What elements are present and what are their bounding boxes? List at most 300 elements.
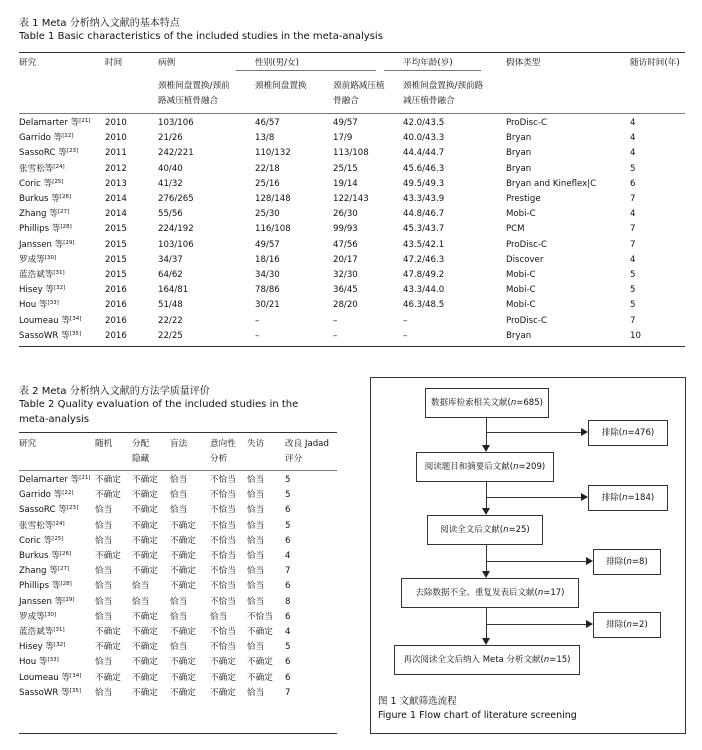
cell-sex2: 26/30: [333, 209, 358, 220]
cell-study: SassoWR 等[35]: [19, 687, 82, 698]
flow-arrow-right-1: [581, 428, 588, 436]
t2-header-jadad2: 评分: [285, 454, 303, 464]
cell-sex1: 116/108: [255, 224, 291, 235]
cell-year: 2013: [105, 178, 127, 189]
cell-study: Hou 等[33]: [19, 657, 59, 668]
cell-age: 43.5/42.1: [403, 239, 445, 250]
cell-cases: 41/32: [158, 178, 183, 189]
cell-random: 不确定: [95, 642, 121, 653]
cell-itt: 不确定: [210, 672, 236, 683]
cell-random: 不确定: [95, 627, 121, 638]
cell-itt: 不恰当: [210, 520, 236, 531]
cell-year: 2016: [105, 285, 127, 296]
cell-loss: 恰当: [247, 642, 265, 653]
table-row: [19, 549, 321, 564]
cell-age: 45.6/46.3: [403, 163, 445, 174]
flow-arrow-down-4: [482, 638, 490, 645]
cell-cases: 34/37: [158, 254, 183, 265]
cell-fu: 5: [630, 270, 636, 281]
cell-pros: Discover: [506, 254, 544, 265]
cell-pros: Mobi-C: [506, 209, 536, 220]
cell-pros: Bryan: [506, 330, 532, 341]
table-row: [19, 610, 321, 625]
cell-pros: ProDisc-C: [506, 315, 547, 326]
cell-study: SassoWR 等[35]: [19, 330, 82, 341]
cell-itt: 不确定: [210, 687, 236, 698]
cell-alloc: 不确定: [132, 657, 158, 668]
cell-random: 不确定: [95, 490, 121, 501]
table2-body: [19, 473, 321, 701]
cell-alloc: 恰当: [132, 581, 150, 592]
cell-alloc: 不确定: [132, 520, 158, 531]
cell-year: 2014: [105, 209, 127, 220]
cell-score: 8: [285, 596, 291, 607]
cell-random: 恰当: [95, 520, 113, 531]
cell-loss: 不恰当: [247, 611, 273, 622]
cell-blind: 恰当: [170, 642, 188, 653]
header-study: 研究: [19, 58, 37, 68]
age-sub-rule: [384, 70, 481, 71]
table-row: [19, 222, 690, 237]
table-row: [19, 640, 321, 655]
cell-sex1: 128/148: [255, 194, 291, 205]
cell-alloc: 不确定: [132, 642, 158, 653]
cell-fu: 4: [630, 118, 636, 128]
cell-year: 2016: [105, 300, 127, 311]
cell-blind: 不确定: [170, 627, 196, 638]
table-row: [19, 686, 321, 701]
cell-cases: 103/106: [158, 239, 194, 250]
cell-study: Garrido 等[22]: [19, 133, 74, 144]
cell-age: 47.8/49.2: [403, 270, 445, 281]
cell-pros: Bryan and Kineflex|C: [506, 178, 597, 189]
cell-age: 40.0/43.3: [403, 133, 445, 144]
cell-fu: 7: [630, 239, 636, 250]
cell-study: Coric 等[25]: [19, 178, 64, 189]
cell-random: 恰当: [95, 596, 113, 607]
cell-loss: 恰当: [247, 505, 265, 516]
cell-study: Hisey 等[32]: [19, 285, 66, 296]
cell-age: 49.5/49.3: [403, 178, 445, 189]
cell-blind: 不确定: [170, 551, 196, 562]
sex-sub-rule: [236, 70, 376, 71]
cell-random: 不确定: [95, 475, 121, 485]
cell-alloc: 不确定: [132, 687, 158, 698]
table1-header-rule: [19, 113, 685, 114]
cell-sex2: 25/15: [333, 163, 358, 174]
table1-title-cn: 表 1 Meta 分析纳入文献的基本特点: [19, 18, 180, 29]
cell-sex2: 19/14: [333, 178, 358, 189]
cell-loss: 恰当: [247, 581, 265, 592]
table-row: [19, 314, 690, 329]
cell-year: 2015: [105, 270, 127, 281]
table-row: [19, 671, 321, 686]
cell-pros: Bryan: [506, 148, 532, 159]
cell-score: 7: [285, 687, 291, 698]
flow-box-abstract: 阅读题目和摘要后文献(n=209): [416, 452, 554, 482]
flow-line-h1: [486, 432, 581, 433]
cell-alloc: 不确定: [132, 505, 158, 516]
cell-alloc: 不确定: [132, 551, 158, 562]
table-row: [19, 146, 690, 161]
cell-year: 2016: [105, 330, 127, 341]
cell-loss: 恰当: [247, 566, 265, 577]
table1-title-en: Table 1 Basic characteristics of the included studies in the meta-analysis: [19, 31, 383, 42]
cell-loss: 恰当: [247, 687, 265, 698]
cell-score: 6: [285, 657, 291, 668]
cell-pros: ProDisc-C: [506, 239, 547, 250]
cell-sex2: 49/57: [333, 118, 358, 128]
cell-age: –: [403, 330, 408, 341]
flow-line-v2: [486, 481, 487, 508]
cell-itt: 不恰当: [210, 566, 236, 577]
cell-study: Janssen 等[29]: [19, 596, 75, 607]
cell-loss: 恰当: [247, 490, 265, 501]
table1-bottom-rule: [19, 346, 685, 347]
flow-arrow-down-2: [482, 508, 490, 515]
cell-fu: 5: [630, 163, 636, 174]
sex-sub-acdf-1: 颈前路减压植: [333, 81, 385, 91]
cell-study: Zhang 等[27]: [19, 209, 70, 220]
flow-arrow-right-2: [581, 493, 588, 501]
flow-exclude-3: 排除(n=8): [593, 549, 661, 575]
cell-loss: 不确定: [247, 657, 273, 668]
cell-year: 2014: [105, 194, 127, 205]
cell-study: Phillips 等[28]: [19, 581, 72, 592]
table1-body: [19, 116, 690, 344]
age-sub-2: 减压植骨融合: [403, 96, 455, 106]
cell-cases: 103/106: [158, 118, 194, 128]
cell-age: 44.4/44.7: [403, 148, 445, 159]
table-row: [19, 473, 321, 488]
cell-score: 6: [285, 672, 291, 683]
figure1-caption-en: Figure 1 Flow chart of literature screening: [378, 710, 577, 721]
cell-study: Janssen 等[29]: [19, 239, 75, 250]
flow-box-final: 再次阅读全文后纳入 Meta 分析文献(n=15): [394, 645, 580, 675]
cell-year: 2011: [105, 148, 127, 159]
header-prosthesis: 假体类型: [506, 58, 541, 68]
cell-random: 恰当: [95, 566, 113, 577]
cell-cases: 276/265: [158, 194, 194, 205]
cell-year: 2010: [105, 133, 127, 144]
flow-line-v3: [486, 544, 487, 571]
cases-sub-1: 颈椎间盘置换/颈前: [158, 81, 230, 91]
cell-score: 6: [285, 611, 291, 622]
t2-header-itt: 意向性: [210, 439, 236, 449]
table-row: [19, 177, 690, 192]
cell-pros: Mobi-C: [506, 285, 536, 296]
cell-cases: 64/62: [158, 270, 183, 281]
cell-itt: 不恰当: [210, 642, 236, 653]
flow-exclude-4: 排除(n=2): [593, 612, 661, 638]
table-row: [19, 488, 321, 503]
sex-sub-acdf-2: 骨融合: [333, 96, 359, 106]
cell-fu: 7: [630, 224, 636, 235]
cell-score: 5: [285, 520, 291, 531]
cell-blind: 恰当: [170, 475, 188, 485]
cell-fu: 5: [630, 285, 636, 296]
cell-random: 恰当: [95, 611, 113, 622]
cell-random: 不确定: [95, 672, 121, 683]
cell-score: 4: [285, 551, 291, 562]
cell-sex1: 25/16: [255, 178, 280, 189]
cell-cases: 51/48: [158, 300, 183, 311]
table-row: [19, 655, 321, 670]
cell-cases: 40/40: [158, 163, 183, 174]
t2-header-loss: 失访: [247, 439, 265, 449]
table2-header-rule: [19, 470, 337, 471]
cell-fu: 7: [630, 315, 636, 326]
header-cases: 病例: [158, 58, 176, 68]
flow-line-v4: [486, 607, 487, 638]
table1-top-rule: [19, 52, 685, 53]
table-row: [19, 192, 690, 207]
table-row: [19, 534, 321, 549]
cell-sex2: 99/93: [333, 224, 358, 235]
cell-study: Garrido 等[22]: [19, 490, 74, 501]
cell-loss: 恰当: [247, 596, 265, 607]
t2-header-itt2: 分析: [210, 454, 228, 464]
cell-fu: 6: [630, 178, 636, 189]
cell-score: 5: [285, 490, 291, 501]
cell-alloc: 不确定: [132, 611, 158, 622]
cell-score: 4: [285, 627, 291, 638]
cell-pros: PCM: [506, 224, 525, 235]
table-row: [19, 625, 321, 640]
cell-blind: 不确定: [170, 566, 196, 577]
flow-arrow-down-3: [482, 571, 490, 578]
flow-line-v1: [486, 417, 487, 445]
cell-sex1: 13/8: [255, 133, 275, 144]
cell-itt: 不恰当: [210, 627, 236, 638]
flow-line-h3: [486, 561, 586, 562]
cell-score: 6: [285, 535, 291, 546]
cell-study: 蓝浩斌等[31]: [19, 270, 65, 281]
cell-sex1: –: [255, 330, 260, 341]
cell-pros: Bryan: [506, 133, 532, 144]
table-row: [19, 253, 690, 268]
cell-pros: Bryan: [506, 163, 532, 174]
cell-sex1: 18/16: [255, 254, 280, 265]
cell-blind: 不确定: [170, 672, 196, 683]
cell-study: Zhang 等[27]: [19, 566, 70, 577]
cell-study: Coric 等[25]: [19, 535, 64, 546]
cell-itt: 不恰当: [210, 475, 236, 485]
cell-study: Phillips 等[28]: [19, 224, 72, 235]
cell-cases: 22/22: [158, 315, 183, 326]
cell-age: –: [403, 315, 408, 326]
cell-cases: 55/56: [158, 209, 183, 220]
flow-box-search: 数据库检索相关文献(n=685): [425, 388, 549, 418]
flow-line-h4: [486, 624, 586, 625]
cell-cases: 21/26: [158, 133, 183, 144]
cell-study: Burkus 等[26]: [19, 551, 72, 562]
cell-year: 2010: [105, 118, 127, 128]
cell-fu: 4: [630, 133, 636, 144]
age-sub-1: 颈椎间盘置换/颈前路: [403, 81, 484, 91]
cell-loss: 不确定: [247, 627, 273, 638]
table-row: [19, 329, 690, 344]
cell-age: 43.3/43.9: [403, 194, 445, 205]
header-sex: 性别(男/女): [255, 58, 299, 68]
cell-cases: 242/221: [158, 148, 194, 159]
table-row: [19, 503, 321, 518]
t2-header-study: 研究: [19, 439, 37, 449]
cell-fu: 7: [630, 194, 636, 205]
cell-study: 张雪松等[24]: [19, 163, 65, 174]
cell-random: 恰当: [95, 581, 113, 592]
flow-exclude-2: 排除(n=184): [588, 485, 668, 511]
cell-study: Hou 等[33]: [19, 300, 59, 311]
cell-cases: 164/81: [158, 285, 189, 296]
cell-blind: 不确定: [170, 520, 196, 531]
cell-itt: 不确定: [210, 657, 236, 668]
cell-score: 6: [285, 581, 291, 592]
cell-year: 2015: [105, 239, 127, 250]
flow-line-h2: [486, 497, 581, 498]
cell-sex1: 49/57: [255, 239, 280, 250]
table-row: [19, 595, 321, 610]
cell-alloc: 不确定: [132, 566, 158, 577]
cell-score: 5: [285, 642, 291, 653]
cell-year: 2016: [105, 315, 127, 326]
table-row: [19, 283, 690, 298]
cell-blind: 恰当: [170, 596, 188, 607]
sex-sub-cdr: 颈椎间盘置换: [255, 81, 307, 91]
cell-pros: Prestige: [506, 194, 541, 205]
cell-study: Delamarter 等[21]: [19, 475, 91, 485]
cell-blind: 不确定: [170, 535, 196, 546]
cell-sex2: 122/143: [333, 194, 369, 205]
figure1-caption-cn: 图 1 文献筛选流程: [378, 696, 457, 707]
cell-score: 7: [285, 566, 291, 577]
table-row: [19, 268, 690, 283]
cell-random: 恰当: [95, 657, 113, 668]
cell-fu: 4: [630, 148, 636, 159]
cell-loss: 恰当: [247, 551, 265, 562]
cell-blind: 不确定: [170, 657, 196, 668]
table-row: [19, 579, 321, 594]
table-row: [19, 238, 690, 253]
cell-random: 恰当: [95, 535, 113, 546]
cell-cases: 224/192: [158, 224, 194, 235]
cell-study: Delamarter 等[21]: [19, 118, 91, 128]
table-row: [19, 564, 321, 579]
header-age: 平均年龄(岁): [403, 58, 453, 68]
table2-title-cn: 表 2 Meta 分析纳入文献的方法学质量评价: [19, 386, 210, 397]
cell-sex1: 34/30: [255, 270, 280, 281]
cell-blind: 恰当: [170, 611, 188, 622]
t2-header-blind: 盲法: [170, 439, 188, 449]
cell-sex1: –: [255, 315, 260, 326]
cell-pros: Mobi-C: [506, 300, 536, 311]
cell-alloc: 不确定: [132, 672, 158, 683]
cell-sex2: 32/30: [333, 270, 358, 281]
cell-age: 47.2/46.3: [403, 254, 445, 265]
cell-itt: 不恰当: [210, 505, 236, 516]
cell-score: 5: [285, 475, 291, 485]
cell-sex2: 17/9: [333, 133, 353, 144]
cell-fu: 5: [630, 300, 636, 311]
cell-age: 42.0/43.5: [403, 118, 445, 128]
table2-bottom-rule: [19, 733, 337, 734]
cell-sex2: 36/45: [333, 285, 358, 296]
cell-random: 恰当: [95, 687, 113, 698]
cell-score: 6: [285, 505, 291, 516]
cell-study: SassoRC 等[23]: [19, 148, 79, 159]
cell-study: Burkus 等[26]: [19, 194, 72, 205]
cell-loss: 不确定: [247, 672, 273, 683]
cell-alloc: 恰当: [132, 596, 150, 607]
t2-header-alloc: 分配: [132, 439, 150, 449]
cell-sex2: 47/56: [333, 239, 358, 250]
cell-blind: 恰当: [170, 490, 188, 501]
cell-random: 不确定: [95, 551, 121, 562]
cell-loss: 恰当: [247, 475, 265, 485]
cell-age: 46.3/48.5: [403, 300, 445, 311]
cell-sex1: 46/57: [255, 118, 280, 128]
cell-study: Loumeau 等[34]: [19, 315, 82, 326]
cell-alloc: 不确定: [132, 475, 158, 485]
flow-arrow-down-1: [482, 445, 490, 452]
header-year: 时间: [105, 58, 123, 68]
table2-title-en2: meta-analysis: [19, 414, 90, 425]
cell-sex1: 110/132: [255, 148, 291, 159]
cell-sex2: 113/108: [333, 148, 369, 159]
cell-age: 44.8/46.7: [403, 209, 445, 220]
cell-itt: 恰当: [210, 611, 228, 622]
table-row: [19, 207, 690, 222]
cell-sex2: 28/20: [333, 300, 358, 311]
cell-blind: 不确定: [170, 581, 196, 592]
cell-sex2: –: [333, 330, 338, 341]
cell-fu: 4: [630, 254, 636, 265]
table-row: [19, 162, 690, 177]
cell-pros: ProDisc-C: [506, 118, 547, 128]
cell-alloc: 不确定: [132, 627, 158, 638]
header-followup: 随访时间(年): [630, 58, 680, 68]
cell-itt: 不恰当: [210, 490, 236, 501]
cell-random: 恰当: [95, 505, 113, 516]
cell-study: 蓝浩斌等[31]: [19, 627, 65, 638]
cell-itt: 不恰当: [210, 581, 236, 592]
cell-sex2: 20/17: [333, 254, 358, 265]
cell-sex1: 78/86: [255, 285, 280, 296]
t2-header-alloc2: 隐藏: [132, 454, 150, 464]
table-row: [19, 131, 690, 146]
cell-age: 45.3/43.7: [403, 224, 445, 235]
cell-sex2: –: [333, 315, 338, 326]
cell-year: 2015: [105, 254, 127, 265]
table-row: [19, 298, 690, 313]
cell-year: 2012: [105, 163, 127, 174]
cell-study: 罗成等[30]: [19, 254, 57, 265]
cell-alloc: 不确定: [132, 535, 158, 546]
flow-box-fulltext: 阅读全文后文献(n=25): [427, 515, 543, 545]
cell-study: SassoRC 等[23]: [19, 505, 79, 516]
cell-fu: 10: [630, 330, 641, 341]
cases-sub-2: 路减压植骨融合: [158, 96, 219, 106]
t2-header-random: 随机: [95, 439, 113, 449]
cell-blind: 不确定: [170, 687, 196, 698]
cell-age: 43.3/44.0: [403, 285, 445, 296]
cell-blind: 恰当: [170, 505, 188, 516]
cell-pros: Mobi-C: [506, 270, 536, 281]
cell-fu: 4: [630, 209, 636, 220]
cell-year: 2015: [105, 224, 127, 235]
table-row: [19, 116, 690, 131]
cell-sex1: 25/30: [255, 209, 280, 220]
